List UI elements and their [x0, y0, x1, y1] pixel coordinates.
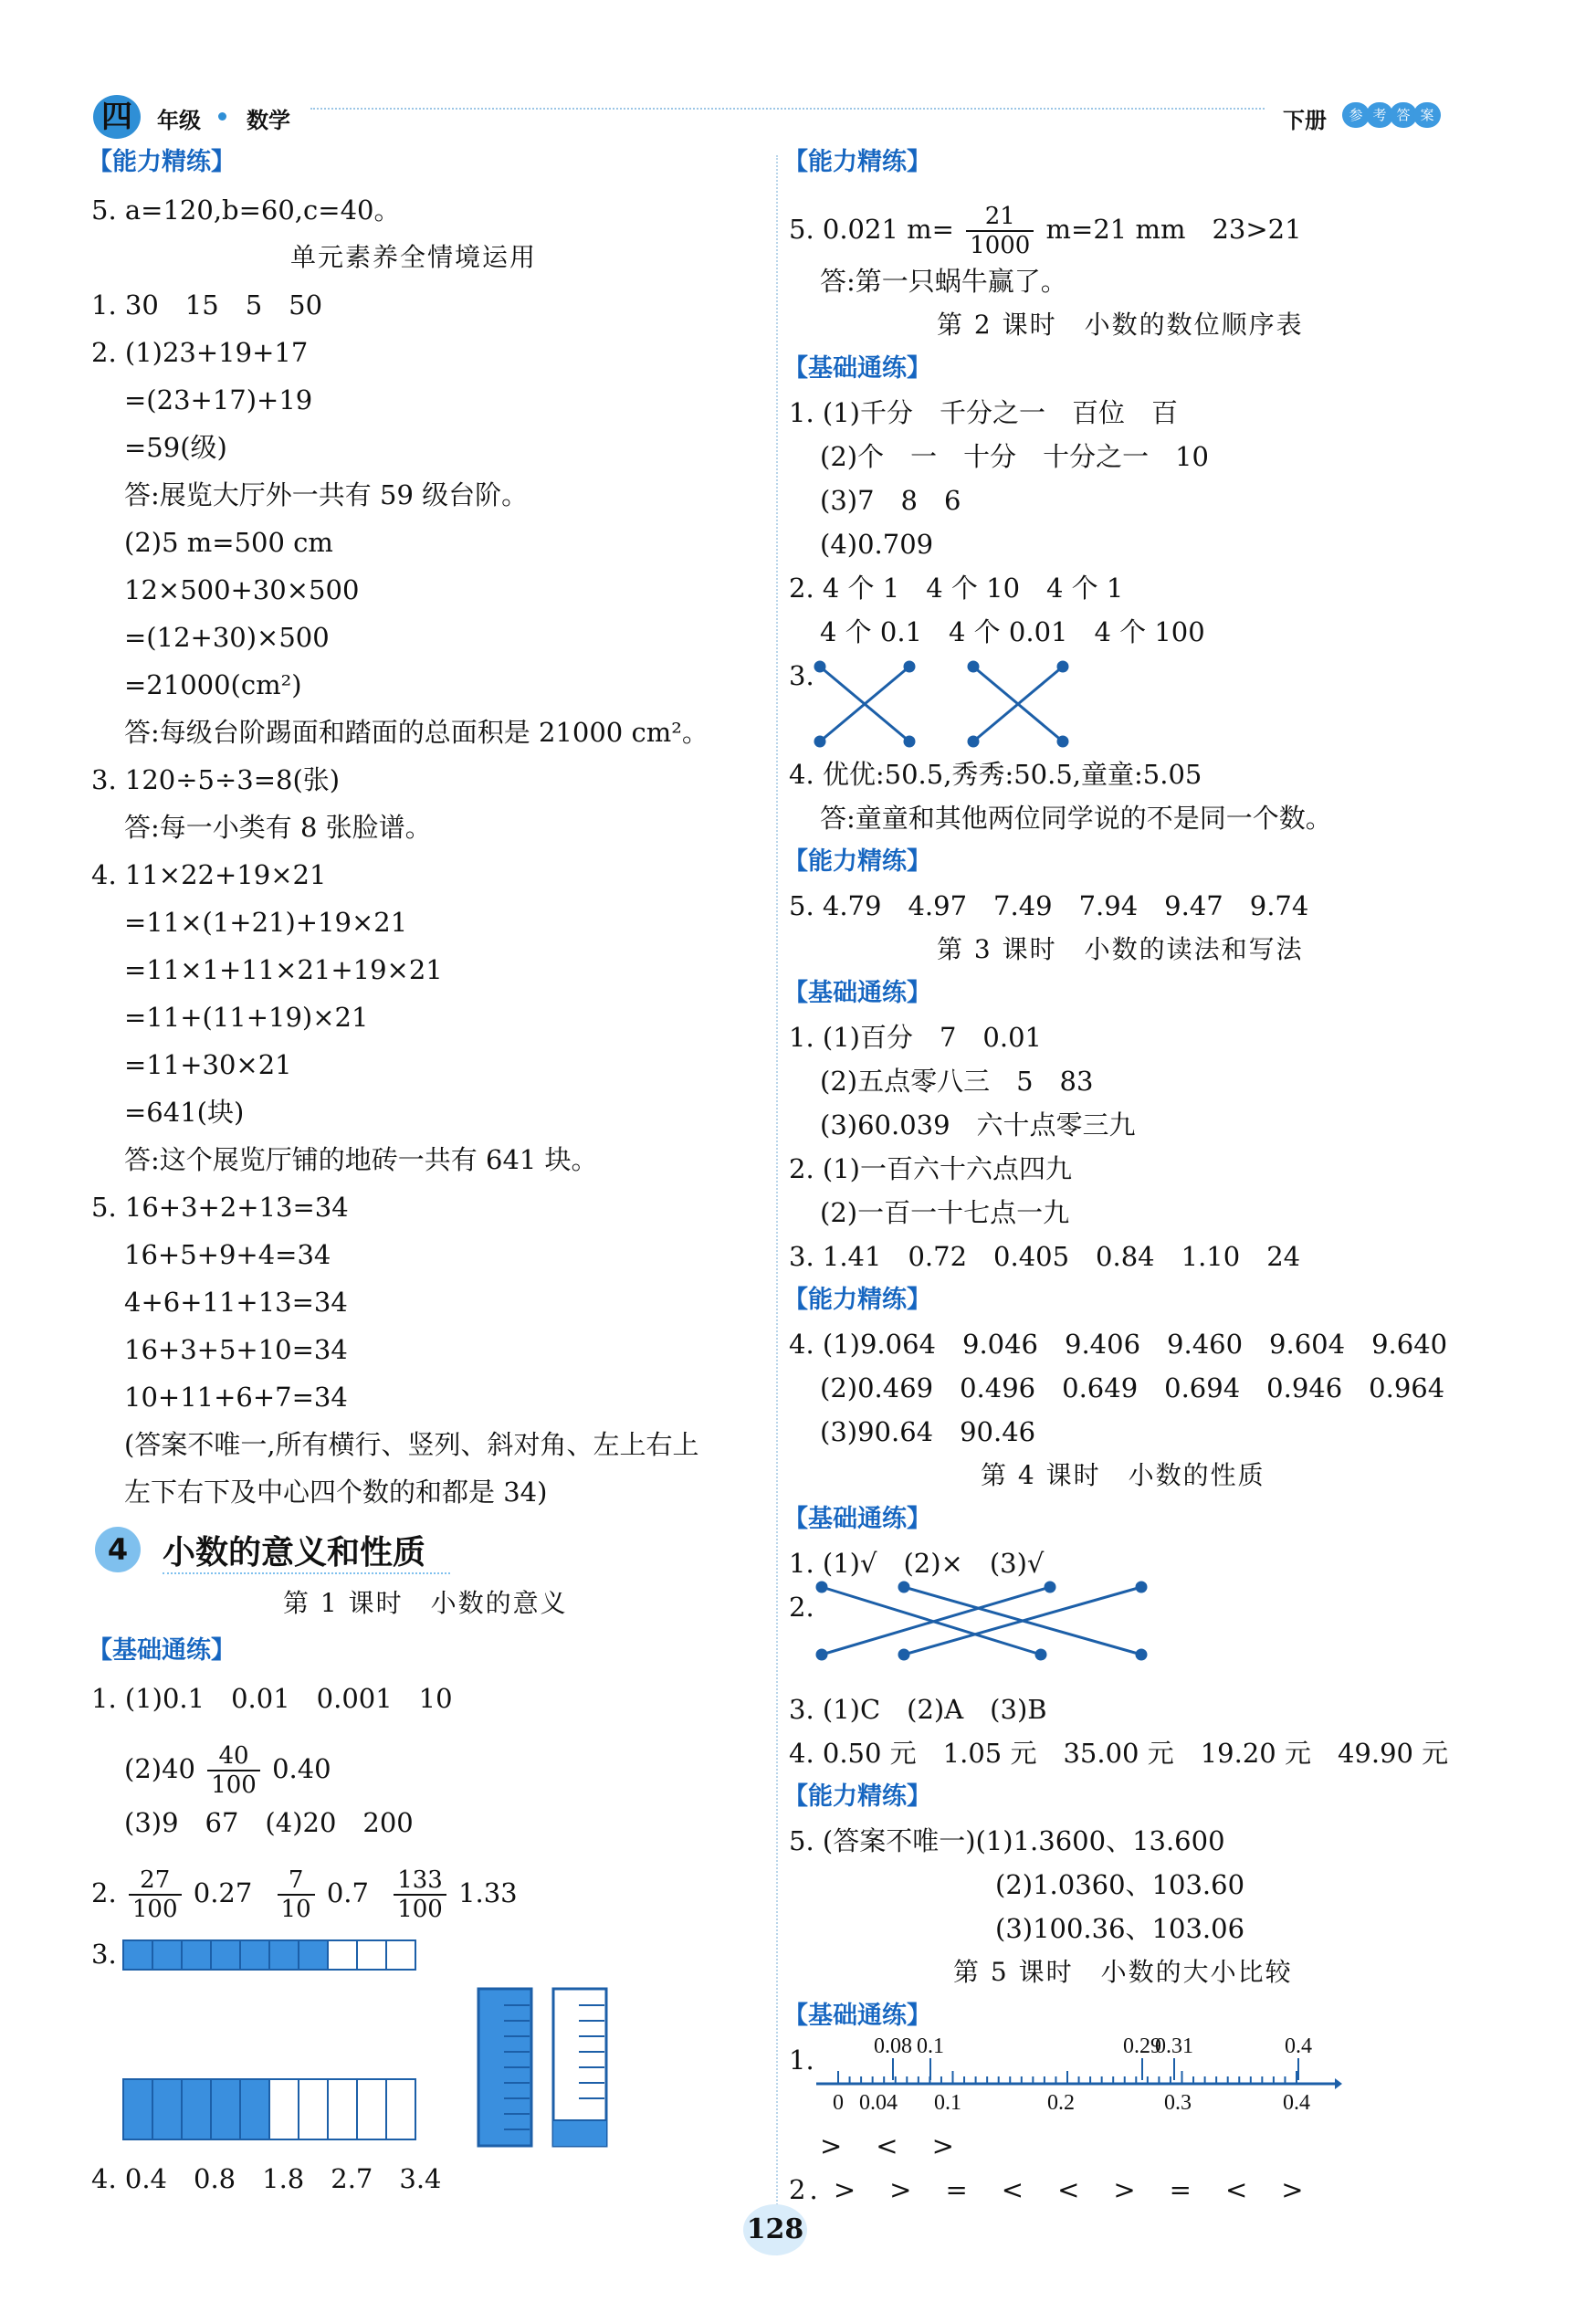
- answer-line: (2)0.469 0.496 0.649 0.694 0.946 0.964: [820, 1372, 1445, 1403]
- answer-line: =11×1+11×21+19×21: [124, 954, 443, 985]
- answer-line: 2. 4 个 1 4 个 10 4 个 1: [789, 573, 1124, 604]
- denominator: 100: [397, 1896, 443, 1923]
- answer-line: 4+6+11+13=34: [124, 1287, 348, 1318]
- answer-line: 答:童童和其他两位同学说的不是同一个数。: [820, 803, 1332, 834]
- answer-text: (2)40: [124, 1753, 195, 1784]
- answer-line: =(12+30)×500: [124, 622, 330, 653]
- answer-text: 0.7: [326, 1877, 369, 1908]
- subject-label: 数学: [247, 108, 290, 133]
- answer-line: [124, 1742, 331, 1799]
- answer-line: 1. (1)百分 7 0.01: [789, 1022, 1042, 1053]
- answer-line: 3.: [789, 660, 814, 691]
- answer-line: 10+11+6+7=34: [124, 1382, 348, 1413]
- lesson-heading: 第 5 课时 小数的大小比较: [953, 1957, 1293, 1987]
- answer-line: 12×500+30×500: [124, 574, 360, 605]
- number-line-bottom-label: 0: [833, 2091, 844, 2115]
- section-tag: 【能力精练】: [783, 1286, 931, 1314]
- denominator: 1000: [970, 232, 1031, 259]
- answer-line: (4)0.709: [820, 529, 934, 560]
- matching-lines-q2: [813, 1578, 1150, 1666]
- section-tag: 【基础通练】: [783, 2002, 931, 2030]
- section-tag: 【能力精练】: [783, 1782, 931, 1811]
- strip-cells: [123, 1940, 415, 1970]
- rect-grid: [122, 2078, 418, 2142]
- number-line-bottom-label: 0.1: [934, 2091, 961, 2115]
- unit-number-badge: 4: [95, 1527, 141, 1572]
- lesson-heading: 第 3 课时 小数的读法和写法: [937, 934, 1304, 964]
- grade-badge: 四: [93, 95, 141, 139]
- fraction: [966, 203, 1034, 259]
- fraction: [129, 1866, 182, 1923]
- section-tag: 【能力精练】: [783, 847, 931, 876]
- numerator: 7: [278, 1866, 315, 1896]
- answer-line: 1.: [789, 2044, 814, 2076]
- answer-line: 答:展览大厅外一共有 59 级台阶。: [124, 479, 529, 510]
- unit-title: 小数的意义和性质: [163, 1534, 426, 1571]
- volume-label: 下册: [1283, 108, 1327, 133]
- numerator: 27: [129, 1866, 182, 1896]
- numerator: 40: [207, 1742, 260, 1771]
- answer-line: 4 个 0.1 4 个 0.01 4 个 100: [820, 616, 1205, 647]
- page-number: 128: [743, 2204, 807, 2255]
- denominator: 100: [211, 1771, 257, 1799]
- answer-line: =11+(11+19)×21: [124, 1002, 369, 1033]
- number-line-bottom-label: 0.2: [1047, 2091, 1075, 2115]
- answer-line: 答:每一小类有 8 张脸谱。: [124, 812, 432, 843]
- grade-label: 年级: [157, 108, 201, 133]
- answer-line: [91, 1866, 518, 1923]
- matching-lines-q3: [813, 659, 1077, 751]
- header-dot: [218, 112, 226, 121]
- number-line-arrow: [1335, 2078, 1342, 2089]
- answer-line: 2.: [789, 1592, 814, 1623]
- answer-line: 3. 120÷5÷3=8(张): [91, 764, 341, 795]
- answer-line: (3)7 8 6: [820, 485, 961, 516]
- lesson-heading: 第 4 课时 小数的性质: [981, 1460, 1265, 1490]
- vertical-grid-full: [477, 1987, 535, 2150]
- answer-text: 5. 0.021 m=: [789, 214, 954, 245]
- answer-text: m=21 mm 23>21: [1045, 214, 1302, 245]
- answer-line: 4. 0.50 元 1.05 元 35.00 元 19.20 元 49.90 元: [789, 1738, 1449, 1769]
- answer-line: 4. 11×22+19×21: [91, 859, 327, 890]
- answer-text: 1.33: [458, 1877, 518, 1908]
- answer-line: (2)五点零八三 5 83: [820, 1066, 1094, 1097]
- answer-line: =11×(1+21)+19×21: [124, 907, 408, 938]
- answer-line: (2)1.0360、103.60: [995, 1869, 1245, 1900]
- answer-line: (2)个 一 十分 十分之一 10: [820, 441, 1209, 472]
- number-line-bottom-label: 0.3: [1164, 2091, 1192, 2115]
- number-line-bottom-label: 0.4: [1283, 2091, 1310, 2115]
- answer-line: 左下右下及中心四个数的和都是 34): [124, 1477, 548, 1508]
- column-divider: [776, 155, 778, 2255]
- answer-line: 1. (1)千分 千分之一 百位 百: [789, 397, 1178, 428]
- answer-line: 5. 4.79 4.97 7.49 7.94 9.47 9.74: [789, 890, 1309, 921]
- strip-grid: [122, 1939, 424, 1972]
- answer-line: [789, 203, 1302, 259]
- header-divider: [310, 108, 1265, 110]
- answer-line: =59(级): [124, 432, 227, 463]
- section-tag: 【能力精练】: [783, 148, 931, 176]
- answer-line: (2)一百一十七点一九: [820, 1197, 1070, 1228]
- number-line: [813, 2033, 1342, 2115]
- number-line-top-label: 0.08: [874, 2034, 912, 2058]
- numerator: 21: [966, 203, 1034, 232]
- denominator: 10: [280, 1896, 311, 1923]
- answer-line: 2. > > = < < > = < >: [789, 2174, 1307, 2205]
- lesson-heading: 第 2 课时 小数的数位顺序表: [937, 310, 1304, 340]
- answer-line: 3. (1)C (2)A (3)B: [789, 1694, 1047, 1725]
- section-tag: 【基础通练】: [783, 1505, 931, 1533]
- vertical-grid-partial: [551, 1987, 610, 2150]
- section-heading: 单元素养全情境运用: [290, 242, 538, 272]
- section-tag: 【能力精练】: [88, 148, 236, 176]
- number-line-top-label: 0.31: [1155, 2034, 1193, 2058]
- fraction: [207, 1742, 260, 1799]
- answer-line: 16+5+9+4=34: [124, 1239, 331, 1270]
- answer-line: 4. (1)9.064 9.046 9.406 9.460 9.604 9.640: [789, 1329, 1448, 1360]
- answer-line: 3. 1.41 0.72 0.405 0.84 1.10 24: [789, 1241, 1301, 1272]
- answer-pill: 考: [1366, 102, 1393, 128]
- denominator: 100: [131, 1896, 178, 1923]
- number-line-top-label: 0.29: [1123, 2034, 1161, 2058]
- answer-text: 2.: [91, 1877, 117, 1908]
- answer-text: 0.27: [193, 1877, 253, 1908]
- answer-line: (3)9 67 (4)20 200: [124, 1807, 414, 1838]
- answer-line: (3)60.039 六十点零三九: [820, 1109, 1136, 1140]
- answer-line: =(23+17)+19: [124, 384, 313, 415]
- answer-line: 1. (1)0.1 0.01 0.001 10: [91, 1683, 453, 1714]
- answer-line: 1. 30 15 5 50: [91, 289, 323, 321]
- answer-pill: 答: [1390, 102, 1417, 128]
- answer-line: 2. (1)一百六十六点四九: [789, 1153, 1072, 1184]
- section-tag: 【基础通练】: [88, 1636, 236, 1665]
- answer-line: =11+30×21: [124, 1049, 292, 1080]
- answer-line: (答案不唯一,所有横行、竖列、斜对角、左上右上: [124, 1429, 699, 1460]
- number-line-top-label: 0.4: [1285, 2034, 1312, 2058]
- answer-pill: 案: [1413, 102, 1441, 128]
- answer-line: (2)5 m=500 cm: [124, 527, 333, 558]
- fraction: [278, 1866, 315, 1923]
- answer-line: 答:这个展览厅铺的地砖一共有 641 块。: [124, 1144, 598, 1175]
- answer-line: 16+3+5+10=34: [124, 1334, 348, 1365]
- answer-text: 0.40: [272, 1753, 331, 1784]
- answer-line: > < >: [820, 2130, 958, 2161]
- unit-title-underline: [163, 1572, 450, 1574]
- answer-line: 4. 优优:50.5,秀秀:50.5,童童:5.05: [789, 759, 1202, 790]
- section-tag: 【基础通练】: [783, 979, 931, 1007]
- answer-line: (3)90.64 90.46: [820, 1416, 1036, 1447]
- answer-line: 5. a=120,b=60,c=40。: [91, 194, 401, 226]
- numerator: 133: [394, 1866, 446, 1896]
- answer-line: =21000(cm²): [124, 669, 302, 700]
- lesson-heading: 第 1 课时 小数的意义: [283, 1588, 568, 1618]
- fraction: [394, 1866, 446, 1923]
- section-tag: 【基础通练】: [783, 354, 931, 383]
- number-line-bottom-label: 0.04: [859, 2091, 898, 2115]
- answer-line: 答:每级台阶踢面和踏面的总面积是 21000 cm²。: [124, 717, 709, 748]
- answer-line: 2. (1)23+19+17: [91, 337, 309, 368]
- answer-line: 3.: [91, 1939, 117, 1970]
- answer-line: 答:第一只蜗牛赢了。: [820, 266, 1067, 297]
- answer-line: 4. 0.4 0.8 1.8 2.7 3.4: [91, 2163, 442, 2194]
- answer-line: =641(块): [124, 1097, 245, 1128]
- answer-line: 5. (答案不唯一)(1)1.3600、13.600: [789, 1825, 1225, 1856]
- number-line-top-label: 0.1: [917, 2034, 944, 2058]
- answer-pill: 参: [1342, 102, 1370, 128]
- answer-line: 1. (1)√ (2)× (3)√: [789, 1548, 1045, 1579]
- answer-line: (3)100.36、103.06: [995, 1913, 1245, 1944]
- answer-line: 5. 16+3+2+13=34: [91, 1192, 349, 1223]
